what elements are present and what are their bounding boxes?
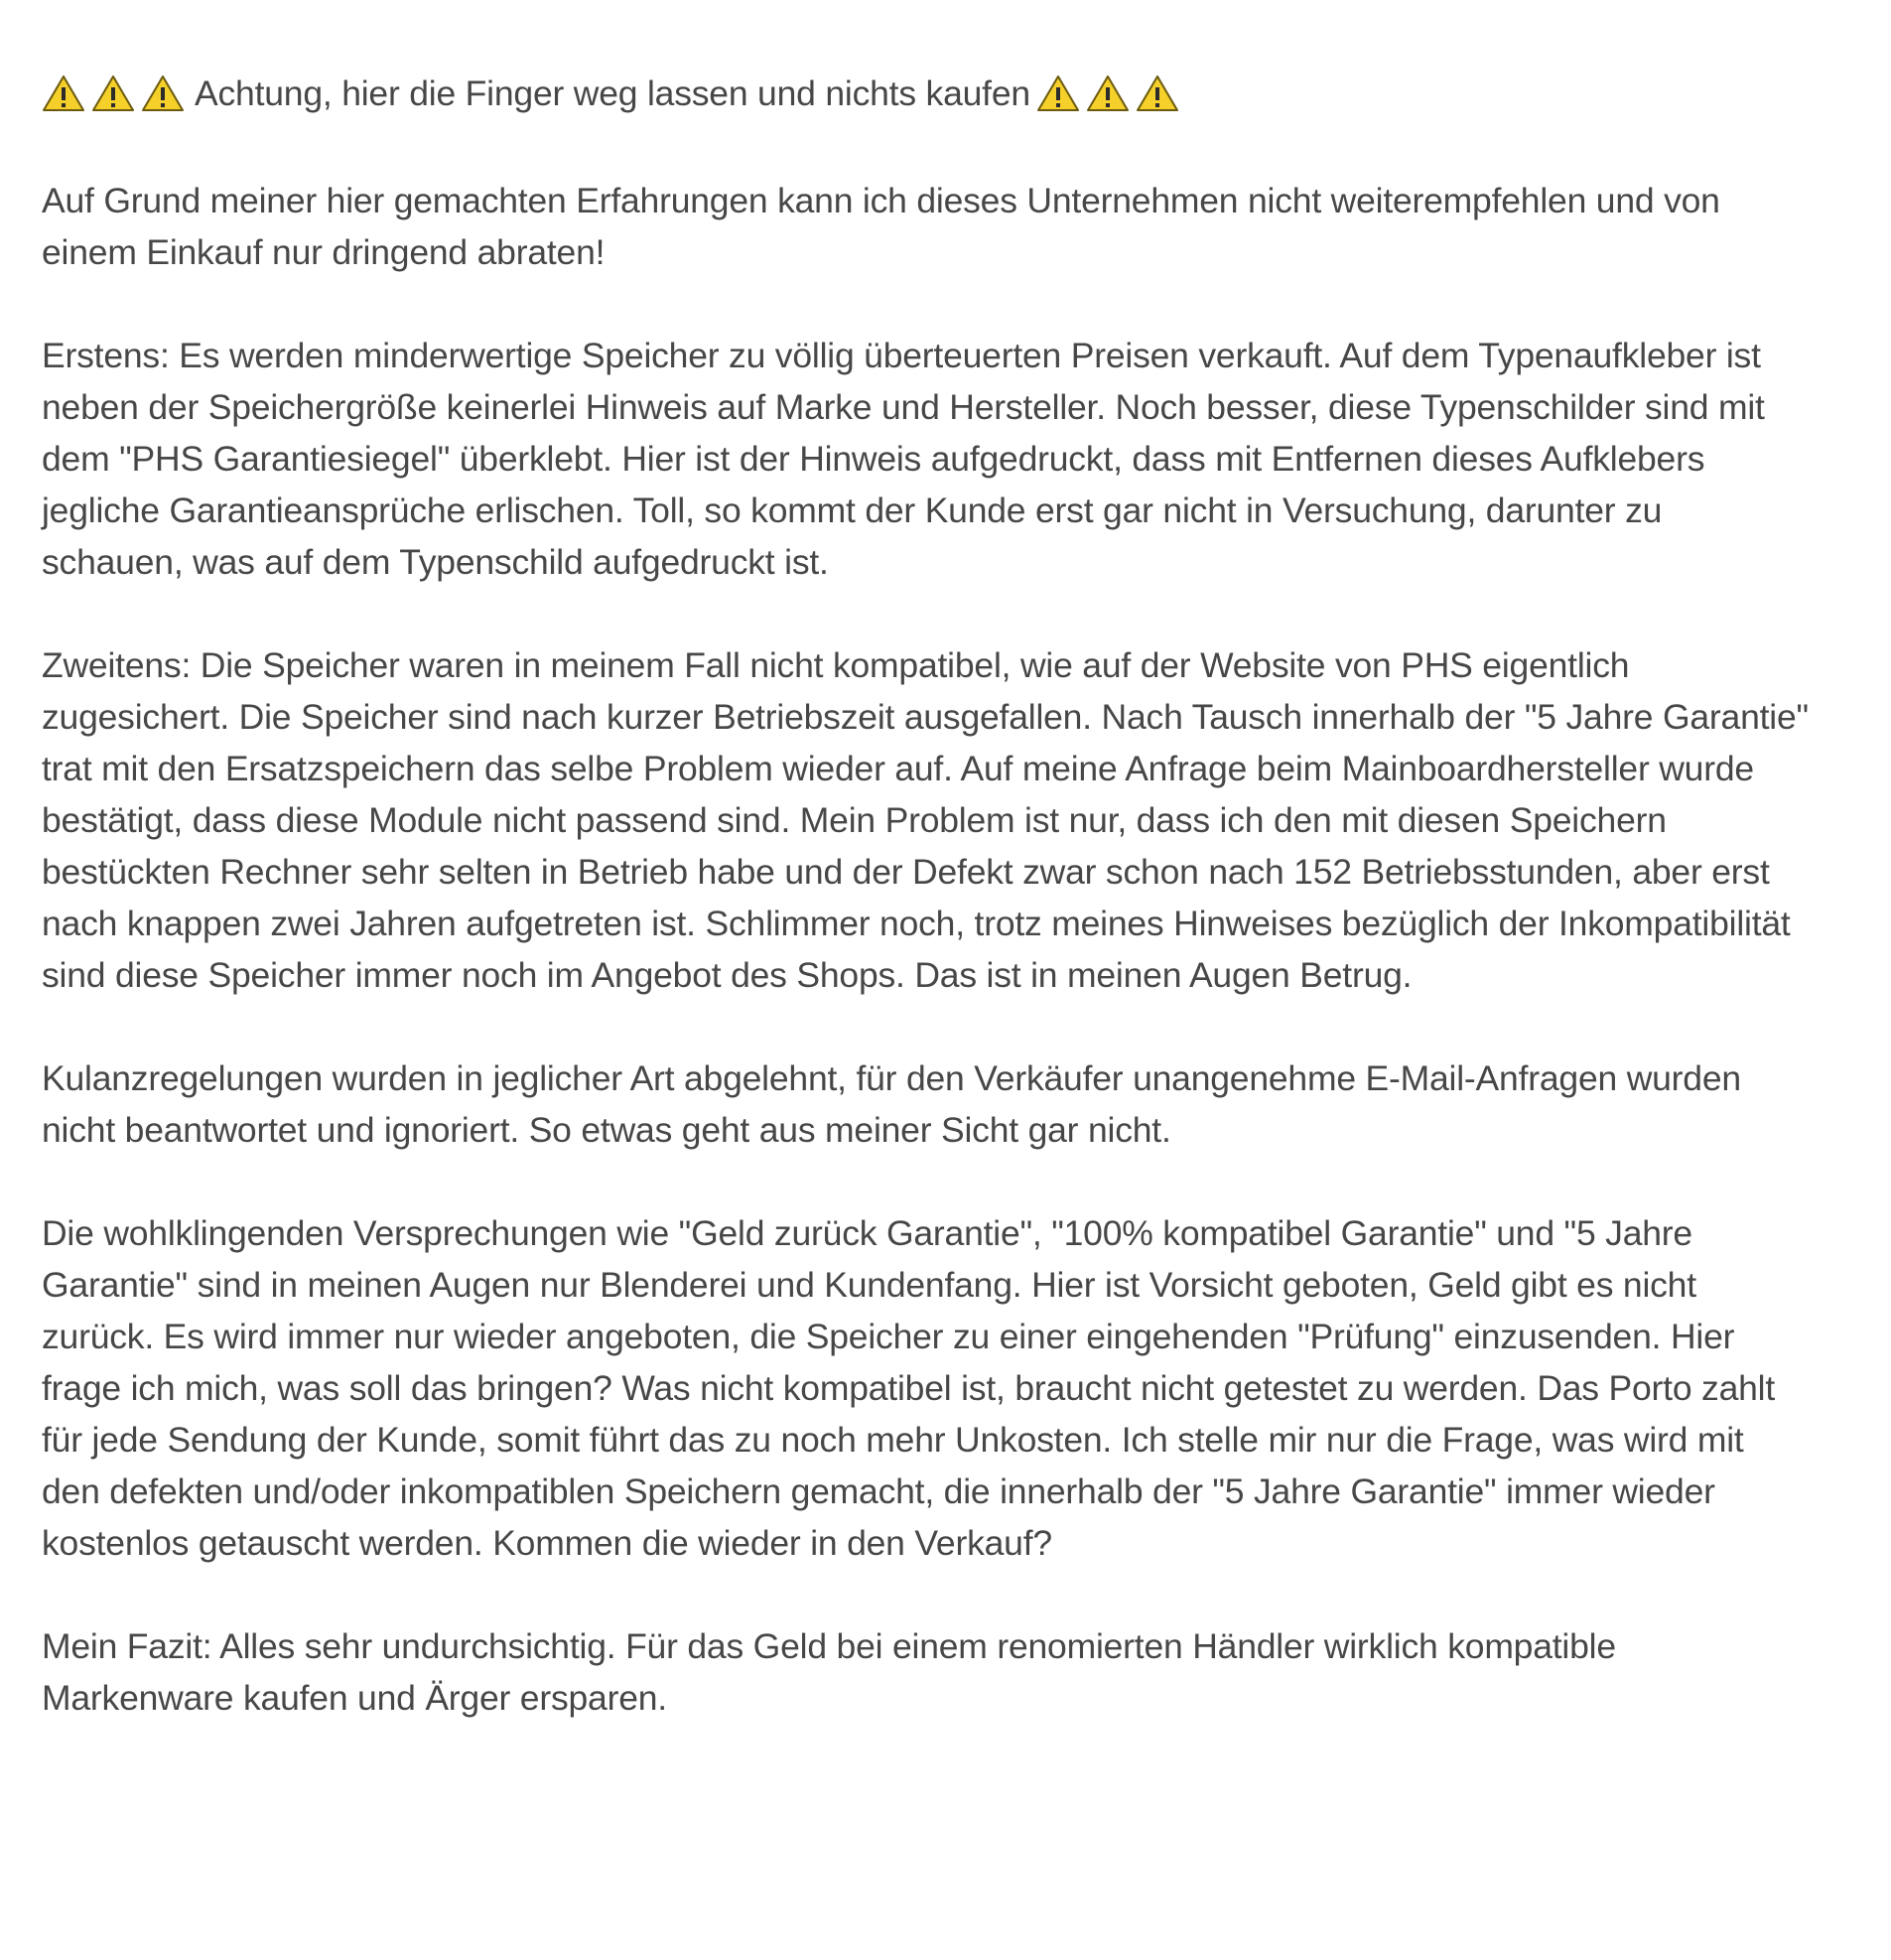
warning-triangle-icon — [141, 73, 185, 113]
warning-triangle-icon — [1036, 73, 1080, 113]
warning-triangle-icon — [91, 73, 135, 113]
paragraph-goodwill: Kulanzregelungen wurden in jeglicher Art abgelehnt, für den Verkäufer unangenehme E-Mail-Anfragen wurden nicht beantwortet und ignoriert. So etwas geht aus meiner Sicht gar nicht. — [42, 1058, 1741, 1150]
paragraph-intro: Auf Grund meiner hier gemachten Erfahrungen kann ich dieses Unternehmen nicht weiterempfehlen und von einem Einkauf nur dringend abraten! — [42, 181, 1720, 272]
paragraph-guarantees: Die wohlklingenden Versprechungen wie "Geld zurück Garantie", "100% kompatibel Garantie" und "5 Jahre Garantie" sind in meinen Augen nur Blenderei und Kundenfang. Hier ist Vorsicht geboten, Geld gibt es nicht zurück. Es wird immer nur wieder angeboten, die Speicher zu einer eingehenden "Prüfung" einzusenden. Hier frage ich mich, was soll das bringen? Was nicht kompatibel ist, braucht nicht getestet zu werden. Das Porto zahlt für jede Sendung der Kunde, somit führt das zu noch mehr Unkosten. Ich stelle mir nur die Frage, was wird mit den defekten und/oder inkompatiblen Speichern gemacht, die innerhalb der "5 Jahre Garantie" immer wieder kostenlos getauscht werden. Kommen die wieder in den Verkauf? — [42, 1213, 1776, 1563]
paragraph-second-point: Zweitens: Die Speicher waren in meinem Fall nicht kompatibel, wie auf der Website von PHS eigentlich zugesichert. Die Speicher sind nach kurzer Betriebszeit ausgefallen. Nach Tausch innerhalb der "5 Jahre Garantie" trat mit den Ersatzspeichern das selbe Problem wieder auf. Auf meine Anfrage beim Mainboardhersteller wurde bestätigt, dass diese Module nicht passend sind. Mein Problem ist nur, dass ich den mit diesen Speichern bestückten Rechner sehr selten in Betrieb habe und der Defekt zwar schon nach 152 Betriebsstunden, aber erst nach knappen zwei Jahren aufgetreten ist. Schlimmer noch, trotz meines Hinweises bezüglich der Inkompatibilität sind diese Speicher immer noch im Angebot des Shops. Das ist in meinen Augen Betrug. — [42, 645, 1809, 995]
review-text — [42, 64, 1809, 1775]
warning-triangle-icon — [1086, 73, 1130, 113]
paragraph-conclusion: Mein Fazit: Alles sehr undurchsichtig. Für das Geld bei einem renomierten Händler wirklich kompatible Markenware kaufen und Ärger ersparen. — [42, 1626, 1616, 1718]
warning-triangle-icon — [1136, 73, 1179, 113]
headline-text: Achtung, hier die Finger weg lassen und nichts kaufen — [195, 73, 1030, 113]
warning-icons-right — [1036, 73, 1179, 113]
review-headline — [42, 64, 1809, 123]
warning-icons-left — [42, 73, 185, 113]
warning-triangle-icon — [42, 73, 85, 113]
paragraph-first-point: Erstens: Es werden minderwertige Speicher zu völlig überteuerten Preisen verkauft. Auf dem Typenaufkleber ist neben der Speichergröße keinerlei Hinweis auf Marke und Hersteller. Noch besser, diese Typenschilder sind mit dem "PHS Garantiesiegel" überklebt. Hier ist der Hinweis aufgedruckt, dass mit Entfernen dieses Aufklebers jegliche Garantieansprüche erlischen. Toll, so kommt der Kunde erst gar nicht in Versuchung, darunter zu schauen, was auf dem Typenschild aufgedruckt ist. — [42, 336, 1765, 582]
